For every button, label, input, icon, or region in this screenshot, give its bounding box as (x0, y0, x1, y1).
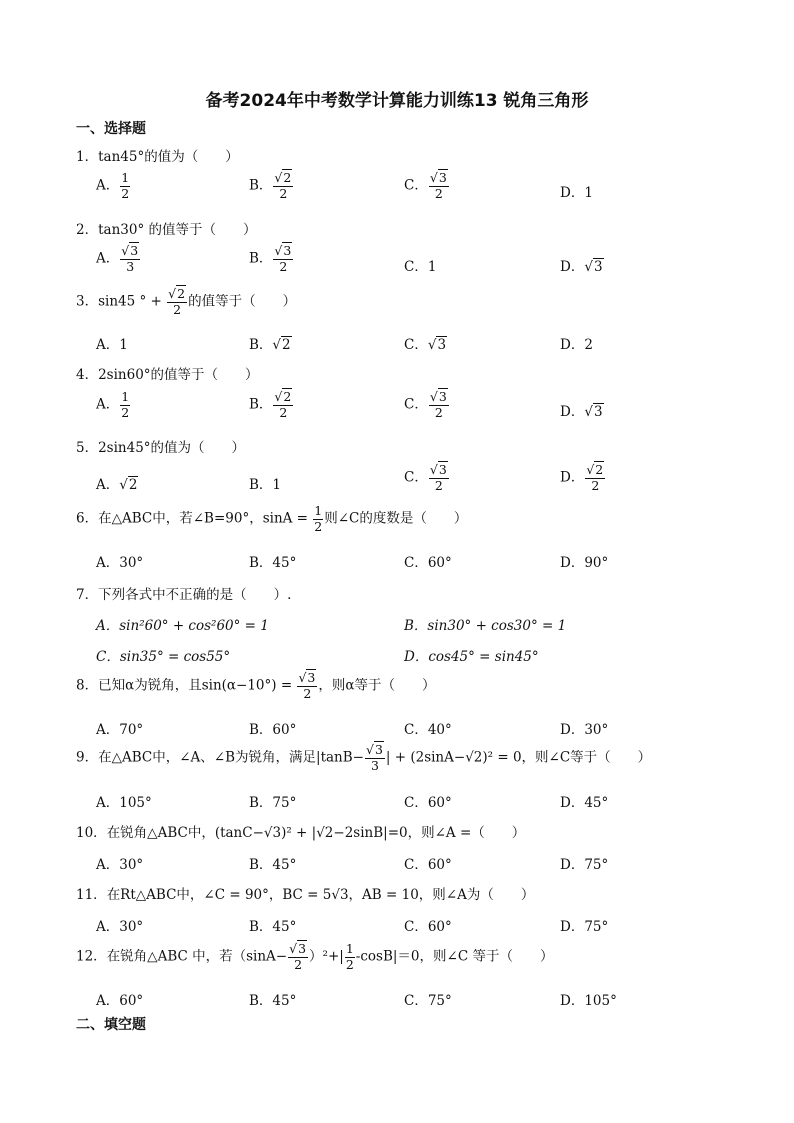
option-5b: B．1 (249, 477, 282, 493)
question-3: 3．sin45 ° + $\frac{√2}{2}$ 的值等于（ ） (76, 286, 297, 317)
option-10d: D．75° (560, 857, 609, 873)
question-11: 11．在Rt△ABC中，∠C = 90°，BC = 5√3，AB = 10，则∠A为（ ） (76, 887, 535, 903)
question-8: 8．已知α为锐角，且sin(α−10°) = $\frac{√3}{2}$ ，则α等于（ ） (76, 670, 436, 701)
option-12a: A．60° (96, 993, 144, 1009)
option-3d: D．2 (560, 337, 593, 353)
option-7d: D．cos45° = sin45° (404, 649, 539, 665)
option-1a: A． $\frac{1}{2}$ (96, 170, 130, 201)
option-3a: A．1 (96, 337, 128, 353)
question-5: 5．2sin45°的值为（ ） (76, 440, 246, 456)
option-8d: D．30° (560, 722, 609, 738)
section-heading-fill: 二、填空题 (76, 1017, 146, 1033)
option-6a: A．30° (96, 555, 144, 571)
option-10a: A．30° (96, 857, 144, 873)
option-2a: A． $\frac{√3}{3}$ (96, 243, 139, 274)
option-12d: D．105° (560, 993, 617, 1009)
option-9d: D．45° (560, 795, 609, 811)
option-2c: C．1 (404, 259, 437, 275)
option-12c: C．75° (404, 993, 452, 1009)
option-2b: B． $\frac{√3}{2}$ (249, 243, 292, 274)
option-7c: C．sin35° = cos55° (96, 649, 231, 665)
question-4: 4．2sin60°的值等于（ ） (76, 367, 259, 383)
option-1c: C． $\frac{√3}{2}$ (404, 170, 447, 201)
option-6b: B．45° (249, 555, 297, 571)
option-1b: B． $\frac{√2}{2}$ (249, 170, 292, 201)
option-9c: C．60° (404, 795, 452, 811)
option-11a: A．30° (96, 919, 144, 935)
option-9a: A．105° (96, 795, 152, 811)
option-6c: C．60° (404, 555, 452, 571)
option-9b: B．75° (249, 795, 297, 811)
option-2d: D．√3 (560, 259, 603, 275)
question-12: 12．在锐角△ABC 中，若（sinA− $\frac{√3}{2}$ ）²+| $\frac{1}{2}$ -cosB|＝0，则∠C 等于（ ） (76, 941, 554, 972)
option-1d: D．1 (560, 185, 593, 201)
option-4c: C． $\frac{√3}{2}$ (404, 389, 447, 420)
page-title: 备考2024年中考数学计算能力训练13 锐角三角形 (205, 91, 589, 111)
option-10b: B．45° (249, 857, 297, 873)
option-4b: B． $\frac{√2}{2}$ (249, 389, 292, 420)
question-10: 10．在锐角△ABC中，(tanC−√3)² + |√2−2sinB|=0，则∠A =（ ） (76, 825, 526, 841)
option-4a: A． $\frac{1}{2}$ (96, 389, 130, 420)
option-10c: C．60° (404, 857, 452, 873)
option-8b: B．60° (249, 722, 297, 738)
option-11d: D．75° (560, 919, 609, 935)
section-heading-choice: 一、选择题 (76, 121, 146, 137)
option-3c: C．√3 (404, 337, 447, 353)
question-7: 7．下列各式中不正确的是（ ）. (76, 587, 292, 603)
option-7b: B．sin30° + cos30° = 1 (404, 618, 567, 634)
question-1: 1．tan45°的值为（ ） (76, 149, 239, 165)
option-4d: D．√3 (560, 404, 603, 420)
question-2: 2．tan30° 的值等于（ ） (76, 222, 257, 238)
option-8a: A．70° (96, 722, 144, 738)
question-6: 6．在△ABC中，若∠B=90°，sinA = $\frac{1}{2}$ 则∠C的度数是（ ） (76, 503, 468, 534)
option-8c: C．40° (404, 722, 452, 738)
question-9: 9．在△ABC中，∠A、∠B为锐角，满足|tanB− $\frac{√3}{3}$ | + (2sinA−√2)² = 0，则∠C等于（ ） (76, 742, 652, 773)
option-6d: D．90° (560, 555, 609, 571)
option-7a: A．sin²60° + cos²60° = 1 (96, 618, 269, 634)
option-3b: B．√2 (249, 337, 291, 353)
option-5d: D． $\frac{√2}{2}$ (560, 462, 604, 493)
option-5c: C． $\frac{√3}{2}$ (404, 462, 447, 493)
option-5a: A．√2 (96, 477, 138, 493)
option-11b: B．45° (249, 919, 297, 935)
option-12b: B．45° (249, 993, 297, 1009)
option-11c: C．60° (404, 919, 452, 935)
